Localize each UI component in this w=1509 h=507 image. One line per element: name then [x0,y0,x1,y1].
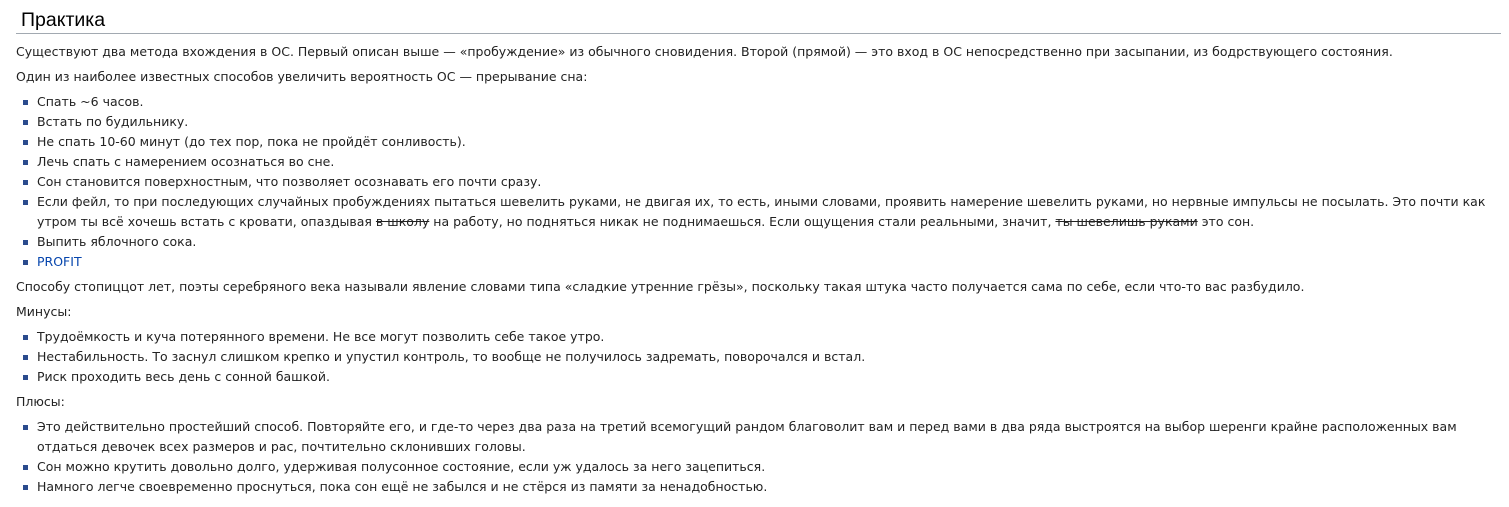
list-item [16,457,1501,477]
square-bullet-icon [23,335,28,340]
square-bullet-icon [23,355,28,360]
list-item [16,112,1501,132]
square-bullet-icon [23,240,28,245]
fail-text-part2: на работу, но подняться никак не поднимаешься. Если ощущения стали реальными, значит, [429,214,1056,229]
pros-label: Плюсы: [16,394,65,409]
list-item [16,92,1501,112]
list-item-text: Лечь спать с намерением осознаться во сне. [37,154,335,169]
pros-list [16,417,1501,497]
list-item [16,477,1501,497]
list-item-text: Сон становится поверхностным, что позволяет осознавать его почти сразу. [37,174,542,189]
list-item-text: Трудоёмкость и куча потерянного времени. Не все могут позволить себе такое утро. [37,329,605,344]
list-item-text: Это действительно простейший способ. Повторяйте его, и где-то через два раза на третий всемогущий рандом благоволит вам и перед вами в два ряда выстроятся на выбор шеренги крайне расположенных вам отдаться девочек всех размеров и рас, почтительно склонивших головы. [37,419,1457,454]
list-item [16,172,1501,192]
strikethrough-text: в школу [375,214,430,229]
square-bullet-icon [23,465,28,470]
list-item-text: Нестабильность. То заснул слишком крепко и упустил контроль, то вообще не получилось задремать, поворочался и встал. [37,349,866,364]
list-item [16,132,1501,152]
square-bullet-icon [23,200,28,205]
square-bullet-icon [23,375,28,380]
fail-text-part1: Если фейл, то при последующих случайных пробуждениях пытаться шевелить руками, не двигая их, то есть, иными словами, проявить намерение шевелить руками, но нервные импульсы не посылать. Это почти как утром ты всё хочешь встать с кровати, опаздывая [37,194,1486,229]
cons-list [16,327,1501,387]
list-item-text: Встать по будильнику. [37,114,189,129]
intro-paragraph: Существуют два метода вхождения в ОС. Первый описан выше — «пробуждение» из обычного сновидения. Второй (прямой) — это вход в ОС непосредственно при засыпании, из бодрствующего состояния. [16,44,1393,59]
cons-label: Минусы: [16,304,72,319]
list-item-text: Не спать 10-60 минут (до тех пор, пока не пройдёт сонливость). [37,134,466,149]
list-item [16,367,1501,387]
profit-link[interactable]: PROFIT [37,254,82,269]
square-bullet-icon [23,100,28,105]
section-heading: Практика [16,0,1501,34]
square-bullet-icon [23,180,28,185]
square-bullet-icon [23,485,28,490]
list-item-text: Намного легче своевременно проснуться, пока сон ещё не забылся и не стёрся из памяти за ненадобностью. [37,479,768,494]
steps-list [16,92,1501,272]
list-item-text: Выпить яблочного сока. [37,234,197,249]
square-bullet-icon [23,120,28,125]
list-item [16,152,1501,172]
list-item [16,327,1501,347]
list-item-fail [16,192,1501,232]
square-bullet-icon [23,160,28,165]
list-item [16,232,1501,252]
square-bullet-icon [23,260,28,265]
list-item-text: Риск проходить весь день с сонной башкой. [37,369,330,384]
strikethrough-text: ты шевелишь руками [1055,214,1198,229]
list-item [16,417,1501,457]
list-item-text: Сон можно крутить довольно долго, удерживая полусонное состояние, если уж удалось за него зацепиться. [37,459,766,474]
square-bullet-icon [23,140,28,145]
list-item [16,252,1501,272]
method-intro-paragraph: Один из наиболее известных способов увеличить вероятность ОС — прерывание сна: [16,69,588,84]
history-paragraph: Способу стопиццот лет, поэты серебряного века называли явление словами типа «сладкие утренние грёзы», поскольку такая штука часто получается сама по себе, если что-то вас разбудило. [16,279,1305,294]
list-item-text: Спать ~6 часов. [37,94,144,109]
list-item [16,347,1501,367]
square-bullet-icon [23,425,28,430]
fail-text-part3: это сон. [1197,214,1255,229]
